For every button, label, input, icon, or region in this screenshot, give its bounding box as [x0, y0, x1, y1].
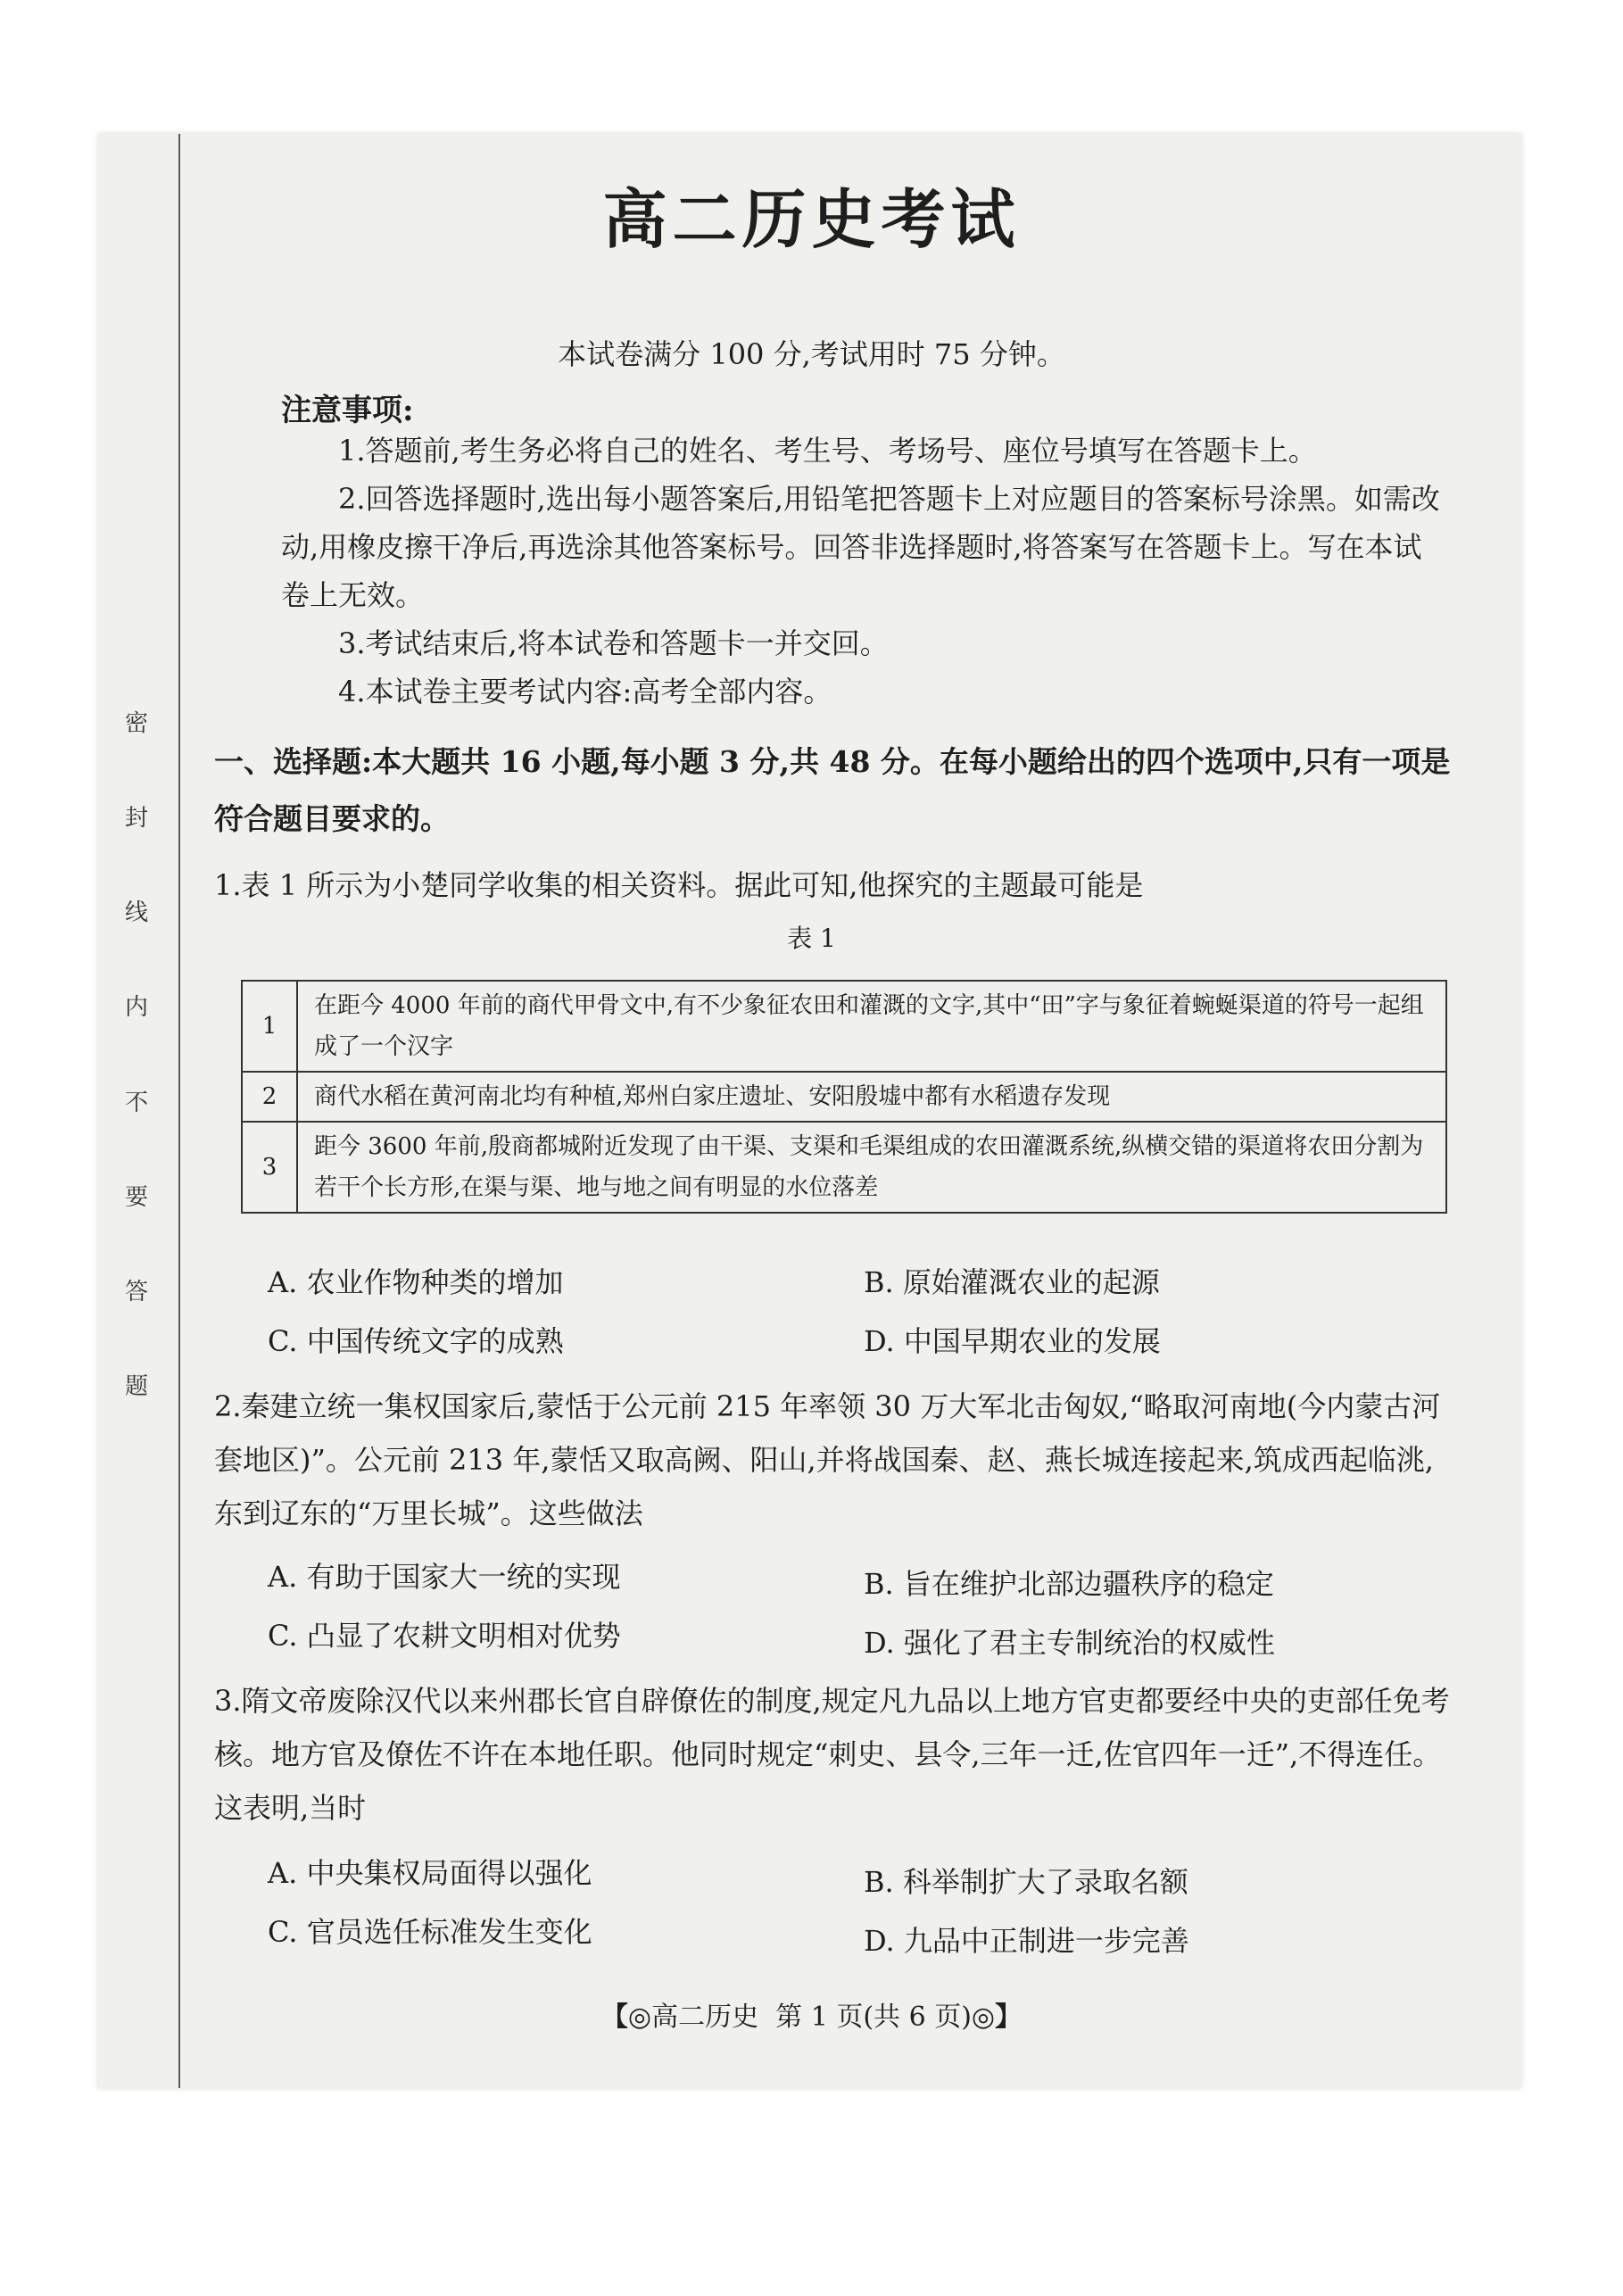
option-d: D. 强化了君主专制统治的权威性 [864, 1626, 1275, 1660]
option-a: A. 有助于国家大一统的实现 [268, 1560, 621, 1594]
table-cell-num: 3 [242, 1122, 297, 1213]
exam-subtitle: 本试卷满分 100 分,考试用时 75 分钟。 [558, 337, 1065, 371]
footer-page: 第 1 页(共 6 页) [775, 2002, 972, 2033]
table-caption: 表 1 [787, 924, 836, 953]
table-row [242, 1122, 1446, 1213]
seal-char: 答 [124, 1278, 148, 1305]
option-b: B. 科举制扩大了录取名额 [864, 1865, 1188, 1899]
notice-item: 1.答题前,考生务必将自己的姓名、考生号、考场号、座位号填写在答题卡上。 [338, 434, 1317, 468]
question-stem: 1.表 1 所示为小楚同学收集的相关资料。据此可知,他探究的主题最可能是 [214, 868, 1144, 902]
question-stem: 3.隋文帝废除汉代以来州郡长官自辟僚佐的制度,规定凡九品以上地方官吏都要经中央的吏部任免考核。地方官及僚佐不许在本地任职。他同时规定“刺史、县令,三年一迁,佐官四年一迁”,不得连任。这表明,当时 [214, 1684, 1450, 1825]
notice-item: 4.本试卷主要考试内容:高考全部内容。 [338, 675, 832, 709]
exam-title: 高二历史考试 [602, 181, 1021, 257]
notice-list [281, 427, 1450, 716]
question-stem: 2.秦建立统一集权国家后,蒙恬于公元前 215 年率领 30 万大军北击匈奴,“略取河南地(今内蒙古河套地区)”。公元前 213 年,蒙恬又取高阙、阳山,并将战国秦、赵、燕长城连接起来,筑成西起临洮,东到辽东的“万里长城”。这些做法 [214, 1389, 1441, 1530]
question-3 [214, 1674, 1454, 1835]
seal-char: 线 [124, 899, 148, 927]
seal-char: 密 [124, 710, 148, 737]
seal-line-text [105, 705, 168, 1401]
question-1 [214, 858, 1454, 912]
footer-mark-left: 【◎ [600, 2002, 652, 2033]
notice-heading: 注意事项: [281, 393, 414, 428]
table-cell-num: 1 [242, 981, 297, 1072]
option-b: B. 旨在维护北部边疆秩序的稳定 [864, 1567, 1274, 1601]
notice-item: 2.回答选择题时,选出每小题答案后,用铅笔把答题卡上对应题目的答案标号涂黑。如需改动,用橡皮擦干净后,再选涂其他答案标号。回答非选择题时,将答案写在答题卡上。写在本试卷上无效。 [281, 482, 1440, 612]
page-footer [0, 1994, 1623, 2034]
table-row [242, 981, 1446, 1072]
option-c: C. 凸显了农耕文明相对优势 [268, 1619, 621, 1653]
option-c: C. 官员选任标准发生变化 [268, 1915, 592, 1949]
option-b: B. 原始灌溉农业的起源 [864, 1265, 1160, 1299]
footer-subject: 高二历史 [651, 2002, 759, 2033]
section-heading: 一、选择题:本大题共 16 小题,每小题 3 分,共 48 分。在每小题给出的四个选项中,只有一项是符合题目要求的。 [214, 744, 1451, 836]
option-d: D. 九品中正制进一步完善 [864, 1924, 1189, 1958]
seal-char: 要 [124, 1183, 148, 1211]
footer-mark-right: ◎】 [971, 2002, 1023, 2033]
question-2 [214, 1380, 1454, 1540]
option-a: A. 中央集权局面得以强化 [268, 1856, 592, 1890]
option-c: C. 中国传统文字的成熟 [268, 1324, 564, 1358]
binding-line [178, 134, 180, 2088]
table-cell-text: 商代水稻在黄河南北均有种植,郑州白家庄遗址、安阳殷墟中都有水稻遗存发现 [297, 1072, 1446, 1122]
seal-char: 封 [124, 805, 148, 833]
option-a: A. 农业作物种类的增加 [268, 1265, 564, 1299]
table-cell-num: 2 [242, 1072, 297, 1122]
notice-item: 3.考试结束后,将本试卷和答题卡一并交回。 [338, 626, 889, 660]
seal-char: 不 [124, 1089, 148, 1116]
table-row [242, 1072, 1446, 1122]
option-d: D. 中国早期农业的发展 [864, 1324, 1161, 1358]
table-cell-text: 在距今 4000 年前的商代甲骨文中,有不少象征农田和灌溉的文字,其中“田”字与象征着蜿蜒渠道的符号一起组成了一个汉字 [297, 981, 1446, 1072]
seal-char: 题 [124, 1372, 148, 1400]
seal-char: 内 [124, 994, 148, 1022]
table-cell-text: 距今 3600 年前,殷商都城附近发现了由干渠、支渠和毛渠组成的农田灌溉系统,纵横交错的渠道将农田分割为若干个长方形,在渠与渠、地与地之间有明显的水位落差 [297, 1122, 1446, 1213]
source-table [241, 980, 1447, 1214]
